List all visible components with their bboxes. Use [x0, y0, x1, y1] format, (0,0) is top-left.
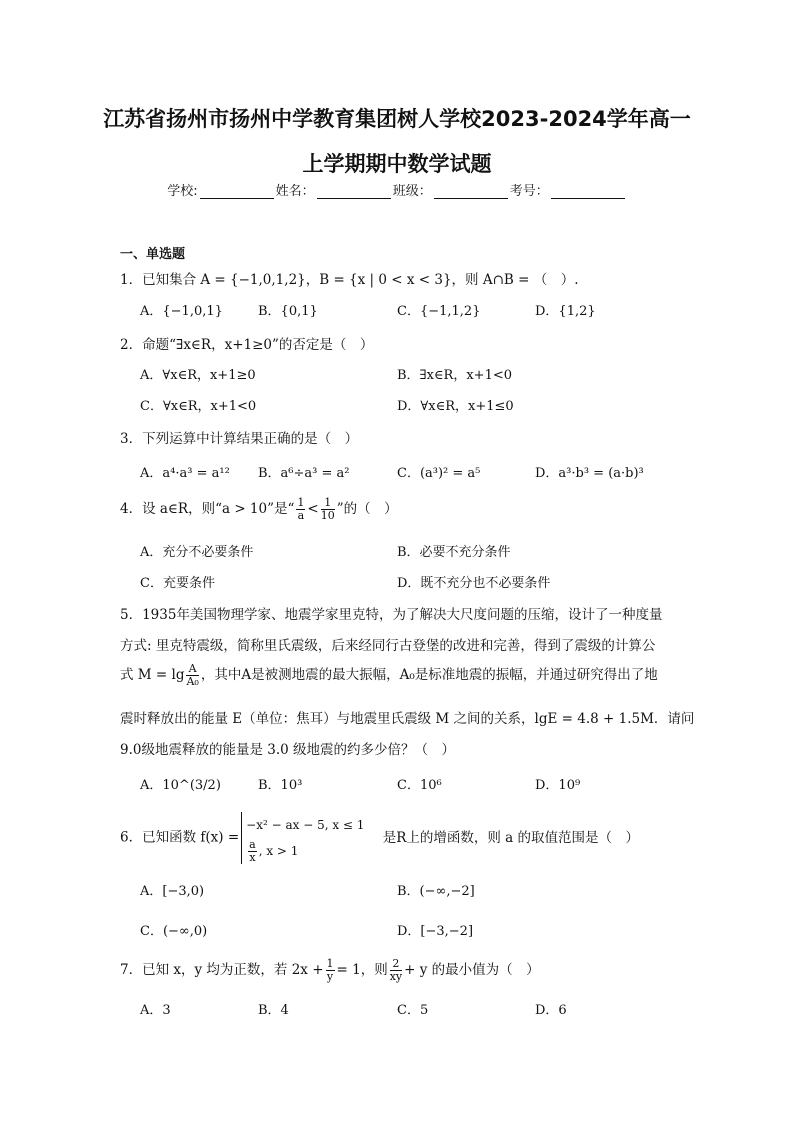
q6-option-d: D．[−3,−2]: [397, 924, 474, 939]
q5-frac-den: A₀: [186, 675, 199, 688]
question-3: 3．下列运算中计算结果正确的是（ ）: [120, 431, 359, 447]
q3-option-b: B．a⁶÷a³ = a²: [258, 466, 350, 481]
q7-text-post: + y 的最小值为（ ）: [404, 962, 540, 978]
question-5-line5: 9.0级地震释放的能量是 3.0 级地震的约多少倍？（ ）: [120, 742, 456, 758]
q2-option-c: C．∀x∈R，x+1<0: [140, 399, 257, 414]
q4-option-c: C．充要条件: [140, 576, 215, 591]
class-blank[interactable]: [434, 184, 508, 199]
question-5-line3: [120, 663, 658, 688]
q5-option-d: D．10⁹: [535, 778, 581, 793]
q7-fraction-2: [390, 958, 402, 983]
q4-text-post: ”的（ ）: [336, 501, 398, 517]
q6-option-b: B．(−∞,−2]: [397, 884, 475, 899]
q4-lt: <: [307, 501, 319, 517]
q4-frac1-den: a: [297, 509, 305, 522]
q2-option-b: B．∃x∈R，x+1<0: [397, 368, 513, 383]
q4-option-a: A．充分不必要条件: [140, 545, 254, 560]
q7-f1-num: 1: [326, 957, 334, 970]
exam-title-line1: 江苏省扬州市扬州中学教育集团树人学校2023-2024学年高一: [103, 107, 691, 131]
q6-case2-cond: , x > 1: [258, 844, 299, 858]
q4-frac2-den: 10: [320, 509, 335, 522]
q7-text-mid: = 1，则: [336, 962, 388, 978]
q4-option-b: B．必要不充分条件: [397, 545, 511, 560]
q6-text-pre: 6．已知函数 f(x) =: [120, 829, 240, 846]
question-7: [120, 958, 540, 983]
q6-option-a: A．[−3,0): [140, 884, 205, 899]
q1-option-b: B．{0,1}: [258, 304, 318, 319]
q6-piecewise: [241, 812, 364, 864]
q4-fraction-2: [321, 497, 335, 522]
question-5-line4: 震时释放出的能量 E（单位：焦耳）与地震里氏震级 M 之间的关系，lgE = 4.8 + 1.5M．请问: [120, 711, 695, 727]
q4-frac1-num: 1: [297, 496, 305, 509]
q6-case-1: −x² − ax − 5, x ≤ 1: [246, 818, 365, 832]
q6-option-c: C．(−∞,0): [140, 924, 208, 939]
q3-option-d: D．a³·b³ = (a·b)³: [535, 466, 644, 481]
q5-frac-num: A: [186, 663, 198, 676]
q1-option-d: D．{1,2}: [535, 304, 596, 319]
q1-option-c: C．{−1,1,2}: [397, 304, 481, 319]
q5-fraction: [186, 663, 198, 688]
q4-frac2-num: 1: [321, 497, 335, 510]
name-label: 姓名：: [275, 184, 315, 199]
section-title: 一、单选题: [120, 247, 186, 262]
q7-f2-num: 2: [390, 958, 402, 971]
q5-option-c: C．10⁶: [397, 778, 442, 793]
id-blank[interactable]: [551, 184, 625, 199]
question-5-line2: 方式: 里克特震级，简称里氏震级，后来经同行古登堡的改进和完善，得到了震级的计算公: [120, 638, 656, 654]
q7-option-a: A．3: [140, 1003, 171, 1018]
q6-case2-frac: [248, 839, 257, 864]
q7-option-b: B．4: [258, 1003, 289, 1018]
q3-option-c: C．(a³)² = a⁵: [397, 466, 481, 481]
id-label: 考号：: [509, 184, 549, 199]
question-1: 1．已知集合 A = {−1,0,1,2}，B = {x | 0 < x < 3}，则 A∩B = （ ）.: [120, 272, 579, 288]
question-4: [120, 497, 398, 522]
q5-formula-pre: 式 M = lg: [120, 667, 185, 683]
q7-f1-den: y: [326, 970, 334, 983]
q7-option-d: D．6: [535, 1003, 567, 1018]
question-5-line1: 5．1935年美国物理学家、地震学家里克特，为了解决大尺度问题的压缩，设计了一种度量: [120, 607, 663, 623]
q6-case2-den: x: [249, 851, 256, 864]
q4-text-pre: 4．设 a∈R，则“a > 10”是“: [120, 501, 295, 517]
school-blank[interactable]: [200, 184, 274, 199]
question-6: [120, 812, 639, 864]
q2-option-a: A．∀x∈R，x+1≥0: [140, 368, 256, 383]
q4-option-d: D．既不充分也不必要条件: [397, 576, 551, 591]
exam-title-line2: 上学期期中数学试题: [302, 152, 492, 176]
q3-option-a: A．a⁴·a³ = a¹²: [140, 466, 230, 481]
class-label: 班级：: [392, 184, 432, 199]
q5-option-a: A．10^(3/2): [140, 778, 221, 793]
school-label: 学校:: [167, 184, 198, 199]
q2-option-d: D．∀x∈R，x+1≤0: [397, 399, 514, 414]
q7-text-pre: 7．已知 x，y 均为正数，若 2x +: [120, 962, 324, 978]
q7-f2-den: xy: [389, 970, 403, 983]
student-info-row: [0, 180, 794, 199]
q5-formula-post: ，其中A是被测地震的最大振幅，A₀是标准地震的振幅，并通过研究得出了地: [200, 667, 658, 683]
q4-fraction-1: [296, 497, 305, 522]
q6-case-2: [246, 838, 364, 864]
q1-option-a: A．{−1,0,1}: [140, 304, 223, 319]
q6-case2-num: a: [249, 838, 256, 851]
q6-text-post: 是R上的增函数，则 a 的取值范围是（ ）: [382, 829, 640, 846]
q7-fraction-1: [326, 958, 335, 983]
q5-option-b: B．10³: [258, 778, 303, 793]
question-2: 2．命题“∃x∈R，x+1≥0”的否定是（ ）: [120, 337, 374, 353]
q7-option-c: C．5: [397, 1003, 429, 1018]
name-blank[interactable]: [317, 184, 391, 199]
